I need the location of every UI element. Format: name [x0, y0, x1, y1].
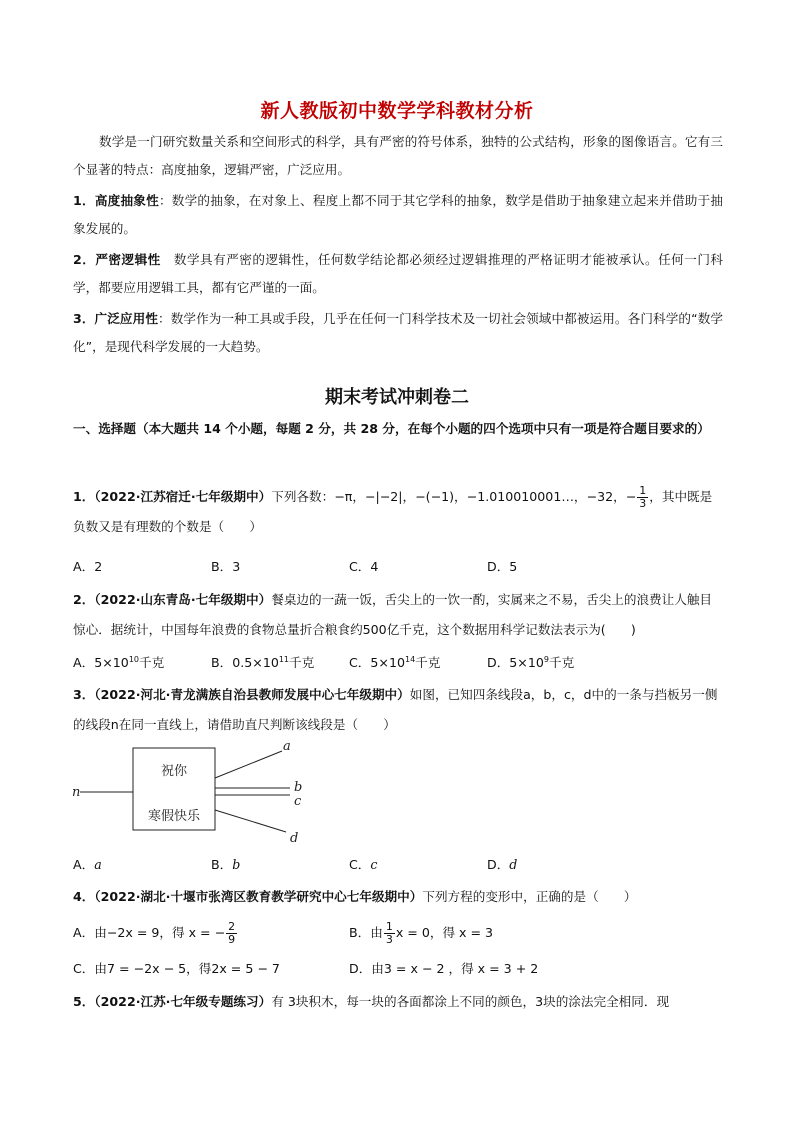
q1-stem-b: ，其中既是负数又是有理数的个数是（ ） — [73, 489, 713, 534]
q1-stem-a: 下列各数： — [271, 489, 335, 504]
q4-options-row1 — [73, 918, 723, 948]
q2-b-base: 0.5×10 — [232, 655, 279, 670]
question-4 — [73, 882, 723, 912]
q3-stem: 如图，已知四条线段a，b，c，d中的一条与挡板另一侧的线段n在同一直线上，请借助直尺判断该线段是（ ） — [73, 687, 718, 732]
q1-frac-den: 3 — [639, 497, 647, 510]
intro-paragraph: 数学是一门研究数量关系和空间形式的科学，具有严密的符号体系，独特的公式结构，形象的图像语言。它有三个显著的特点：高度抽象，逻辑严密，广泛应用。 — [73, 134, 723, 177]
q3-figure — [60, 738, 320, 848]
board-text-2: 寒假快乐 — [147, 809, 201, 824]
q2-c-letter: C． — [349, 655, 371, 670]
q4-options-row2 — [73, 958, 723, 982]
question-3 — [73, 680, 723, 740]
board-text-1: 祝你 — [160, 764, 188, 779]
q2-option-d[interactable] — [487, 652, 574, 671]
q4-a-fraction — [226, 921, 237, 946]
q2-a-unit: 千克 — [139, 655, 165, 670]
q1-numbers: −π，−|−2|，−(−1)，−1.010010001…，−32， — [334, 489, 626, 504]
q2-a-exp: 10 — [128, 654, 139, 664]
q3-source: 3．（2022·河北·青龙满族自治县教师发展中心七年级期中） — [73, 687, 410, 702]
question-1 — [73, 482, 723, 542]
q1-fraction — [637, 485, 648, 510]
feature-2-label: 2．严密逻辑性 — [73, 252, 161, 267]
label-d: d — [290, 831, 299, 846]
q2-options — [73, 652, 723, 676]
q1-option-a[interactable]: A．2 — [73, 559, 103, 574]
feature-1-text: ：数学的抽象，在对象上、程度上都不同于其它学科的抽象，数学是借助于抽象建立起来并借助于抽象发展的。 — [73, 193, 724, 236]
q4-option-b[interactable] — [349, 918, 493, 948]
q3-c-var: c — [370, 857, 378, 872]
q2-stem: 餐桌边的一蔬一饭，舌尖上的一饮一酌，实属来之不易，舌尖上的浪费让人触目惊心．据统计，中国每年浪费的食物总量折合粮食约500亿千克，这个数据用科学记数法表示为( ) — [73, 592, 712, 637]
q2-d-exp: 9 — [543, 654, 549, 664]
q2-option-b[interactable] — [211, 652, 314, 671]
q4-b-den: 3 — [385, 933, 393, 946]
q2-c-exp: 14 — [404, 654, 416, 664]
q3-option-d[interactable] — [487, 854, 517, 873]
q1-source: 1．（2022·江苏宿迁·七年级期中） — [73, 489, 272, 504]
q5-stem: 有 3块积木，每一块的各面都涂上不同的颜色，3块的涂法完全相同．现 — [271, 994, 670, 1009]
q4-a-num: 2 — [228, 920, 236, 933]
q3-d-letter: D． — [487, 857, 510, 872]
feature-1 — [73, 187, 723, 243]
q2-c-unit: 千克 — [415, 655, 441, 670]
q2-d-unit: 千克 — [548, 655, 575, 670]
label-b: b — [294, 780, 303, 795]
q1-option-c[interactable]: C．4 — [349, 559, 379, 574]
q4-stem: 下列方程的变形中，正确的是（ ） — [422, 889, 637, 904]
q2-option-a[interactable] — [73, 652, 164, 671]
feature-1-label: 1．高度抽象性 — [73, 193, 159, 208]
q2-b-exp: 11 — [278, 654, 290, 664]
feature-3-text: ：数学作为一种工具或手段，几乎在任何一门科学技术及一切社会领域中都被运用。各门科学的“数学化”，是现代科学发展的一大趋势。 — [73, 311, 723, 354]
question-2 — [73, 585, 723, 645]
q5-source: 5．（2022·江苏·七年级专题练习） — [73, 994, 272, 1009]
q3-option-c[interactable] — [349, 854, 377, 873]
q4-b-pre: B．由 — [349, 925, 383, 940]
q3-d-var: d — [509, 857, 518, 872]
label-n: n — [72, 785, 81, 800]
q2-source: 2．（2022·山东青岛·七年级期中） — [73, 592, 272, 607]
q3-b-var: b — [232, 857, 241, 872]
q1-option-b[interactable]: B．3 — [211, 559, 241, 574]
q2-a-letter: A． — [73, 655, 95, 670]
q3-a-var: a — [94, 857, 102, 872]
q4-source: 4．（2022·湖北·十堰市张湾区教育教学研究中心七年级期中） — [73, 889, 423, 904]
q2-b-unit: 千克 — [289, 655, 315, 670]
question-5 — [73, 987, 723, 1017]
q2-option-c[interactable] — [349, 652, 440, 671]
q2-d-letter: D． — [487, 655, 510, 670]
q3-options — [73, 854, 723, 878]
feature-3 — [73, 305, 723, 361]
section-heading: 一、选择题（本大题共 14 个小题，每题 2 分，共 28 分，在每个小题的四个选项中只有一项是符合题目要求的） — [73, 421, 710, 436]
q4-option-c[interactable]: C．由7 = −2x − 5，得2x = 5 − 7 — [73, 961, 280, 976]
q4-option-d[interactable]: D．由3 = x − 2 ，得 x = 3 + 2 — [349, 961, 539, 976]
q1-option-d[interactable]: D．5 — [487, 559, 518, 574]
label-c: c — [294, 794, 302, 809]
q3-b-letter: B． — [211, 857, 233, 872]
q4-a-text: A．由−2x = 9，得 x = − — [73, 925, 226, 940]
q4-option-a[interactable] — [73, 918, 238, 948]
q2-d-base: 5×10 — [509, 655, 544, 670]
q3-c-letter: C． — [349, 857, 371, 872]
q2-b-letter: B． — [211, 655, 233, 670]
q3-option-b[interactable] — [211, 854, 240, 873]
q3-a-letter: A． — [73, 857, 95, 872]
q1-neg: − — [625, 489, 637, 504]
feature-2-text: 数学具有严密的逻辑性，任何数学结论都必须经过逻辑推理的严格证明才能被承认。任何一门科学，都要应用逻辑工具，都有它严谨的一面。 — [73, 252, 724, 295]
q2-a-base: 5×10 — [94, 655, 129, 670]
segment-d — [215, 810, 286, 832]
q3-option-a[interactable] — [73, 854, 102, 873]
q4-b-num: 1 — [385, 920, 393, 933]
exam-title: 期末考试冲刺卷二 — [325, 387, 469, 408]
q4-b-post: x = 0，得 x = 3 — [395, 925, 494, 940]
q1-options — [73, 556, 723, 580]
document-title: 新人教版初中数学学科教材分析 — [260, 100, 534, 122]
q4-b-fraction — [384, 921, 395, 946]
q4-a-den: 9 — [228, 933, 236, 946]
label-a: a — [283, 739, 291, 754]
feature-2 — [73, 246, 723, 302]
segment-a — [215, 751, 282, 778]
q1-frac-num: 1 — [639, 484, 647, 497]
q2-c-base: 5×10 — [370, 655, 405, 670]
feature-3-label: 3．广泛应用性 — [73, 311, 159, 326]
